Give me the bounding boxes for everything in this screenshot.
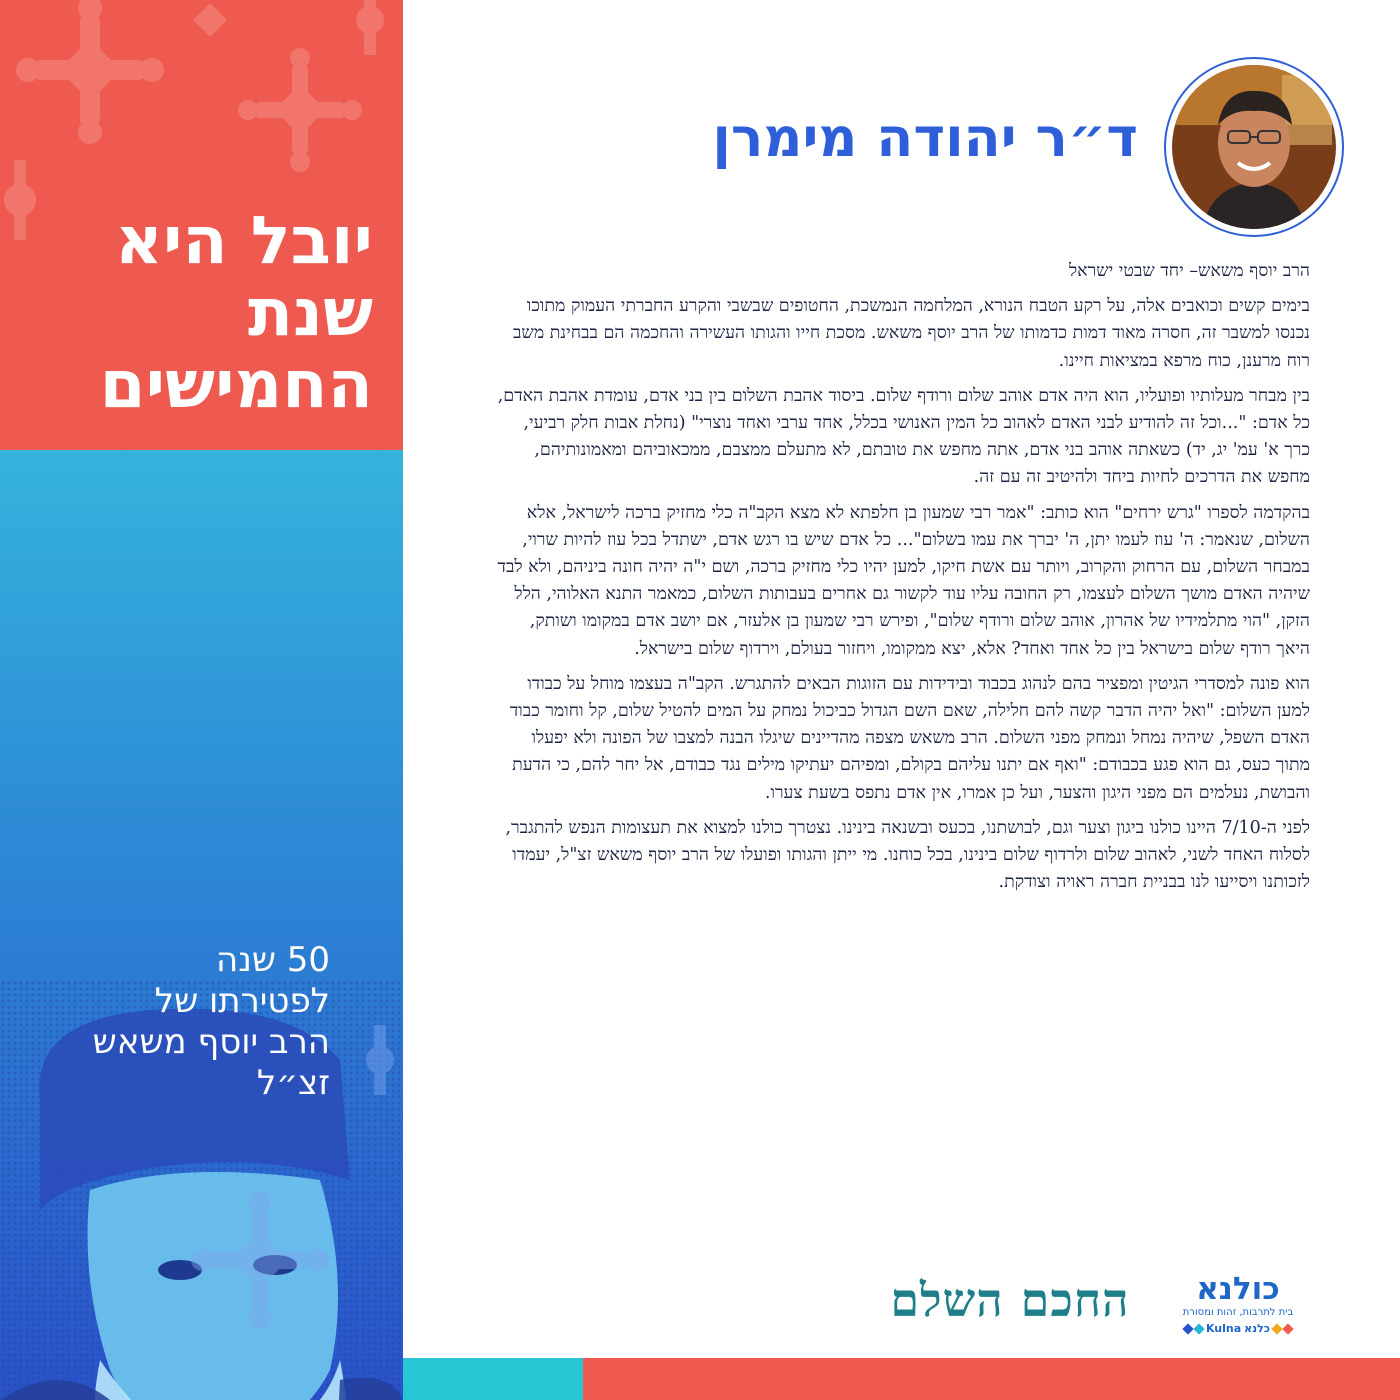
article-heading: הרב יוסף משאש– יחד שבטי ישראל (1068, 261, 1310, 281)
poster-title (13, 202, 373, 423)
left-top-panel (0, 0, 403, 450)
article-paragraph: לפני ה-7/10 היינו כולנו ביגון וצער וגם, לבושתנו, בכעס ובשנאה בינינו. נצטרך כולנו למצוא את תעצומות הנפש להתגבר, לסלוח האחד לשני, לאהוב שלום ולרדוף שלום בינינו, בכל כוחנו. מי ייתן והגותו ופועלו של הרב יוסף משאש זצ"ל, יעמדו לזכותנו ויסייעו לנו בבניית חברה ראויה וצודקת. (505, 817, 1310, 893)
kulna-tagline: בית לתרבות, זהות ומסורת (1182, 1307, 1294, 1318)
author-avatar (1164, 57, 1344, 237)
kulna-hebrew-small: כלנא (1244, 1322, 1271, 1335)
subtitle-line: הרב יוסף משאש (92, 1022, 330, 1062)
author-photo (1172, 65, 1336, 229)
poster-title-line: יובל היא (114, 202, 373, 279)
kulna-logo-row (1168, 1322, 1308, 1335)
poster-subtitle (10, 940, 330, 1104)
article-paragraph: בהקדמה לספרו "גרש ירחים" הוא כותב: "אמר רבי שמעון בן חלפתא לא מצא הקב"ה כלי מחזיק ברכה לישראל, אלא השלום, שנאמר: ה' עוז לעמו יתן, ה' יברך את עמו בשלום"... כל אדם שיש בו רגש אדם, ישתדל בכל עוז להיות שרוי, במבחר השלום, עם הרחוק והקרוב, ויותר עם אשת חיקו, למען יהיו כלי מחזיק ברכה, ושם י"ה יהיה חונה ביניהם, ולא לבד שיהיה האדם מושך השלום לעצמו, רק החובה עליו עוד לקשור גם אחרים בעבותות השלום, כמאמר התנא האלוהי, הלל הזקן, "הוי מתלמידיו של אהרון, אוהב שלום ורודף שלום", ופירש רבי שמעון בן אלעזר, אם יושב אדם במקומו ושותק, היאך רודף שלום בישראל בין כל אחד ואחד? אלא, יצא ממקומו, ויחזור בעולם, וירדוף שלום בישראל. (497, 502, 1310, 659)
diamond-icon (1193, 1323, 1204, 1334)
kulna-logo-word: כולנא (1196, 1271, 1280, 1307)
footer-stripe-cyan (403, 1358, 583, 1400)
footer-stripe-coral (583, 1358, 1400, 1400)
kulna-english: Kulna (1205, 1322, 1242, 1335)
article-paragraph: בין מבחר מעלותיו ופועליו, הוא היה אדם אוהב שלום ורודף שלום. ביסוד אהבת השלום בין בני אדם, עומדת אהבת האדם, כל אדם: "...וכל זה להודיע לבני האדם לאהוב כל המין האנושי בכלל, אחד ערבי ואחד נוצרי" (נחלת אבות חלק רביעי, כרך א' עמ' יג, יד) כשאתה אוהב בני אדם, אתה מחפש את טובתם, לא מתעלם ממצבם, ממכאוביהם ומאמונותיהם, מחפש את הדרכים לחיות ביחד ולהיטיב זה עם זה. (497, 385, 1310, 488)
subtitle-line: לפטירתו של (154, 981, 330, 1021)
poster-title-line: החמישים (99, 346, 373, 423)
poster-title-line: שנת (247, 274, 373, 351)
subtitle-line: 50 שנה (216, 940, 330, 980)
left-bottom-panel (0, 450, 403, 1400)
diamond-icon (1282, 1323, 1293, 1334)
ornament-pattern (0, 450, 403, 1400)
article-paragraph: הוא פונה למסדרי הגיטין ומפציר בהם לנהוג בכבוד ובידידות עם הזוגות הבאים להתגרש. הקב"ה בעצמו מוחל על כבודו למען השלום: "ואל יהיה הדבר קשה להם חלילה, שאם השם הגדול כביכול נמחק על המים להטיל שלום, קל וחומר כבוד האדם השפל, שיהיה נמחל ונמחק מפני השלום. הרב משאש מצפה מהדיינים שיגלו הבנה למצבו של הפונה ולא יפעלו מתוך כעס, גם הוא פגע בכבודם: "ואף אם יתנו עליהם בקולם, ומפיהם יעתיקו מילים נגד כבודם, אל יחר להם, כי הדעת והבושת, נעלמים הם מפני היגון והצער, ועל כן אמרו, אין אדם נתפס בשעת צערו. (509, 673, 1310, 803)
kulna-logo (1168, 1272, 1308, 1344)
hakham-hashalem-logo: החכם השלם (890, 1273, 1130, 1327)
article-paragraph: בימים קשים וכואבים אלה, על רקע הטבח הנורא, המלחמה הנמשכת, החטופים שבשבי והקרע החברתי העמוק מתוכו נכנסו למשבר זה, חסרה מאוד דמות כדמותו של הרב יוסף משאש. מסכת חייו והגותו העשירה והחכמה הם בבחינת משב רוח מרענן, כוח מרפא במציאות חיינו. (513, 296, 1310, 371)
author-name: ד״ר יהודה מימרן (712, 106, 1138, 169)
subtitle-line: זצ״ל (256, 1063, 330, 1103)
article-body (495, 258, 1310, 904)
